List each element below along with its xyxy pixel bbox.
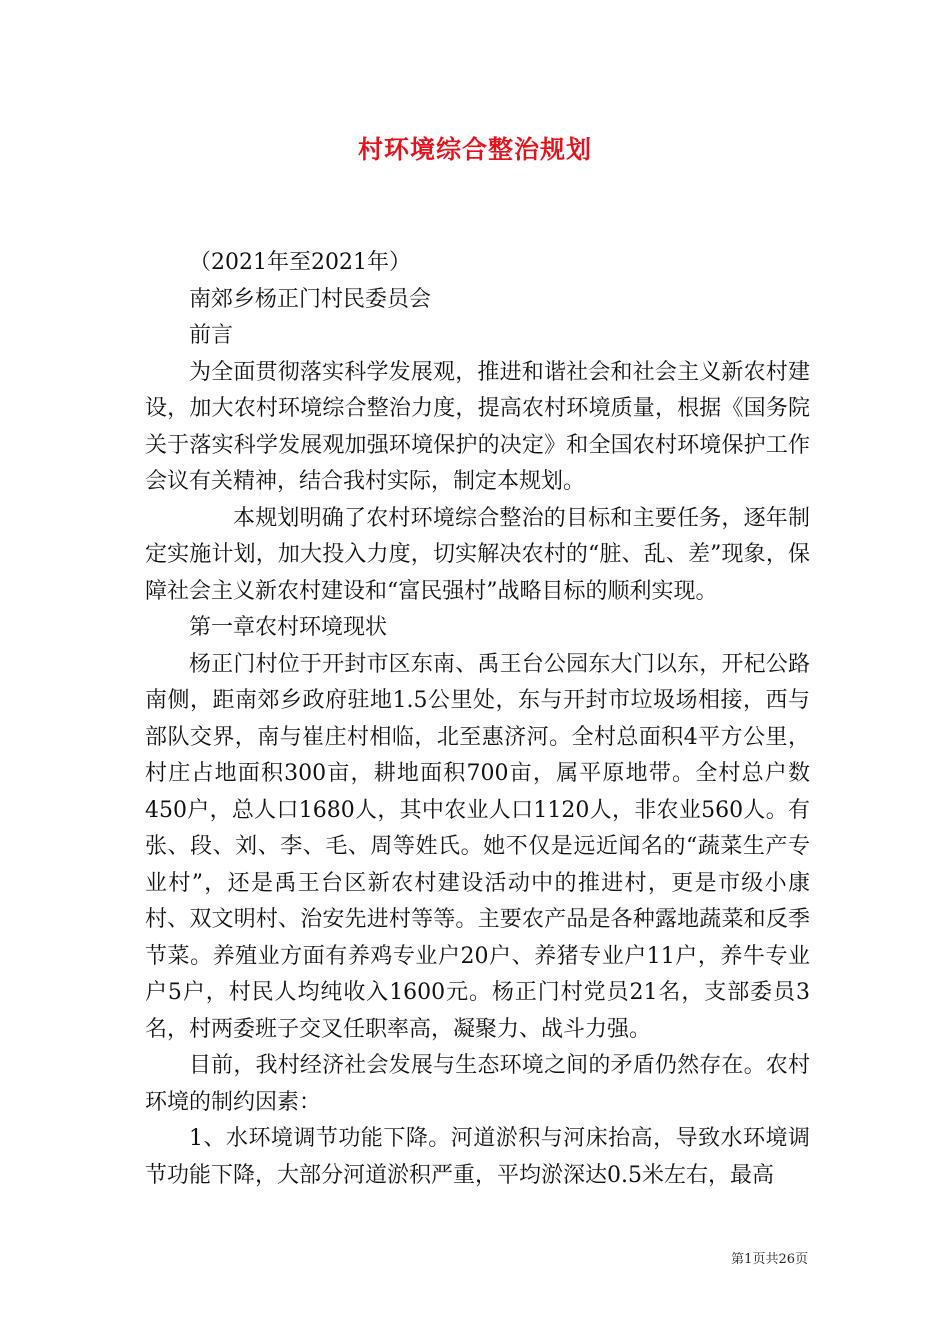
paragraph: 为全面贯彻落实科学发展观，推进和谐社会和社会主义新农村建设，加大农村环境综合整治力度，提高农村环境质量，根据《国务院关于落实科学发展观加强环境保护的决定》和全国农村环境保护工作会议有关精神，结合我村实际，制定本规划。 — [145, 359, 810, 494]
paragraph: 本规划明确了农村环境综合整治的目标和主要任务，逐年制定实施计划，加大投入力度，切实解决农村的“脏、乱、差”现象，保障社会主义新农村建设和“富民强村”战略目标的顺利实现。 — [145, 505, 810, 604]
organization: 南郊乡杨正门村民委员会 — [189, 286, 432, 312]
paragraph: 1、水环境调节功能下降。河道淤积与河床抬高，导致水环境调节功能下降，大部分河道淤积严重，平均淤深达0.5米左右，最高 — [145, 1126, 810, 1188]
date-range: （2021年至2021年） — [189, 250, 411, 275]
page-number: 第1页共26页 — [731, 1252, 808, 1267]
paragraph: 杨正门村位于开封市区东南、禹王台公园东大门以东，开杞公路南侧，距南郊乡政府驻地1.5公里处，东与开封市垃圾场相接，西与部队交界，南与崔庄村相临，北至惠济河。全村总面积4平方公里，村庄占地面积300亩，耕地面积700亩，属平原地带。全村总户数450户，总人口1680人，其中农业人口1120人，非农业560人。有张、段、刘、李、毛、周等姓氏。她不仅是远近闻名的“蔬菜生产专业村”，还是禹王台区新农村建设活动中的推进村，更是市级小康村、双文明村、治安先进村等等。主要农产品是各种露地蔬菜和反季节菜。养殖业方面有养鸡专业户20户、养猪专业户11户，养牛专业户5户，村民人均纯收入1600元。杨正门村党员21名，支部委员3名，村两委班子交叉任职率高，凝聚力、战斗力强。 — [145, 651, 810, 1042]
document-title: 村环境综合整治规划 — [357, 135, 592, 164]
section-heading-preface: 前言 — [189, 323, 234, 348]
chapter-heading: 第一章农村环境现状 — [189, 615, 388, 640]
paragraph: 目前，我村经济社会发展与生态环境之间的矛盾仍然存在。农村环境的制约因素： — [145, 1053, 810, 1115]
document-body — [145, 245, 810, 1194]
